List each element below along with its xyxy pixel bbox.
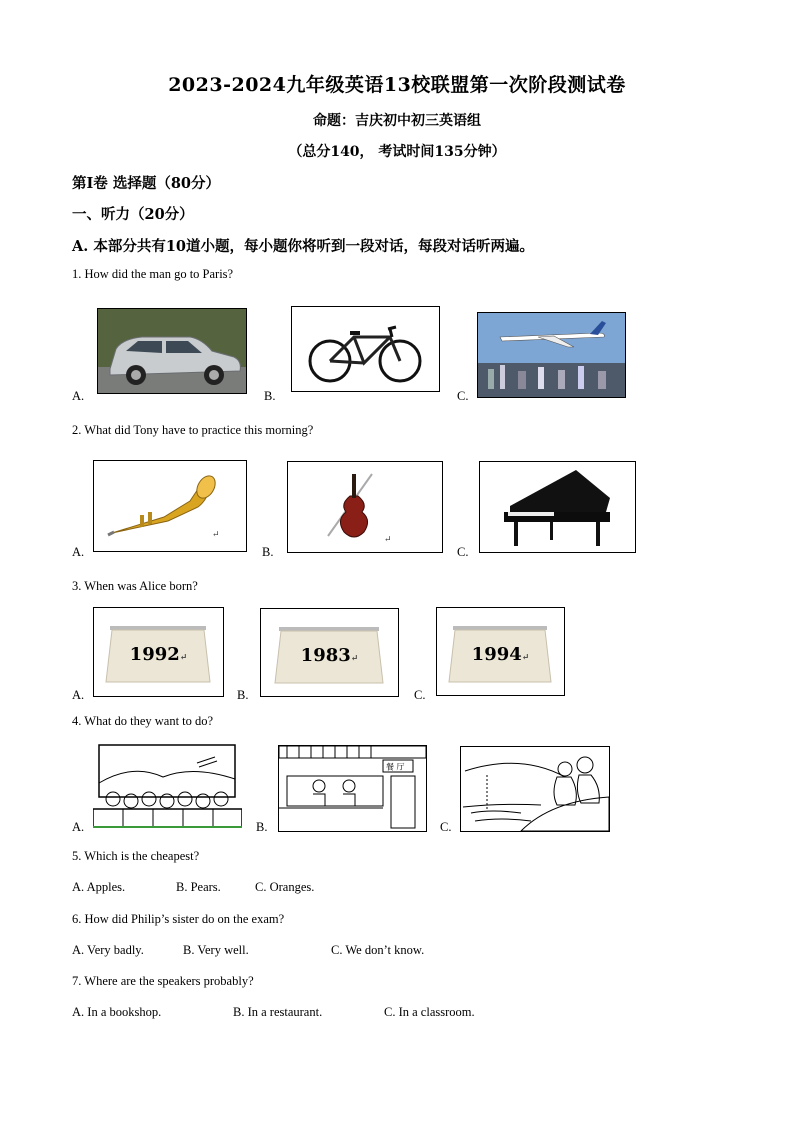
- option-b: B. In a restaurant.: [233, 1005, 323, 1019]
- instruction: A. 本部分共有10道小题，每小题你将听到一段对话，每段对话听两遍。: [72, 238, 535, 255]
- part-heading: 一、听力（20分）: [72, 206, 194, 223]
- bicycle-image: [291, 306, 440, 392]
- score-and-time: （总分140， 考试时间135分钟）: [288, 144, 506, 160]
- return-mark: ↵: [350, 654, 359, 664]
- piano-image: [479, 461, 636, 553]
- calendar-image: [436, 607, 565, 696]
- option-c: C. We don’t know.: [331, 943, 425, 957]
- restaurant-image: [278, 745, 427, 832]
- return-mark: ↵: [212, 530, 220, 540]
- car-image: [97, 308, 247, 394]
- option-a: A. Very badly.: [72, 943, 144, 957]
- option-label: B.: [256, 820, 268, 834]
- page-title: 2023-2024九年级英语13校联盟第一次阶段测试卷: [168, 74, 626, 96]
- volume-heading: 第I卷 选择题（80分）: [72, 175, 221, 192]
- calendar-image: [93, 607, 224, 697]
- airplane-image: [477, 312, 626, 398]
- cinema-image: [93, 743, 242, 829]
- option-label: A.: [72, 545, 85, 559]
- option-label: B.: [264, 389, 276, 403]
- calendar-year: 1983: [300, 645, 351, 666]
- option-label: C.: [414, 688, 426, 702]
- option-a: A. Apples.: [72, 880, 126, 894]
- option-label: C.: [457, 389, 469, 403]
- calendar-year: 1992: [129, 644, 180, 665]
- exam-setter: 命题：吉庆初中初三英语组: [313, 113, 481, 129]
- option-c: C. In a classroom.: [384, 1005, 475, 1019]
- trumpet-image: [93, 460, 247, 552]
- option-label: C.: [457, 545, 469, 559]
- option-label: B.: [237, 688, 249, 702]
- calendar-image: [260, 608, 399, 697]
- question-3: 3. When was Alice born?: [72, 579, 198, 593]
- return-mark: ↵: [384, 535, 392, 545]
- option-a: A. In a bookshop.: [72, 1005, 162, 1019]
- option-label: C.: [440, 820, 452, 834]
- question-7: 7. Where are the speakers probably?: [72, 974, 254, 988]
- restaurant-sign: 餐 厅: [386, 762, 405, 772]
- fishing-image: [460, 746, 610, 832]
- option-c: C. Oranges.: [255, 880, 315, 894]
- question-1: 1. How did the man go to Paris?: [72, 267, 234, 281]
- option-b: B. Very well.: [183, 943, 249, 957]
- question-4: 4. What do they want to do?: [72, 714, 214, 728]
- question-6: 6. How did Philip’s sister do on the exam?: [72, 912, 285, 926]
- calendar-year: 1994: [471, 644, 522, 665]
- violin-image: [287, 461, 443, 553]
- option-label: A.: [72, 688, 85, 702]
- option-label: B.: [262, 545, 274, 559]
- option-b: B. Pears.: [176, 880, 221, 894]
- return-mark: ↵: [521, 653, 530, 663]
- question-5: 5. Which is the cheapest?: [72, 849, 200, 863]
- return-mark: ↵: [179, 653, 188, 663]
- option-label: A.: [72, 389, 85, 403]
- option-label: A.: [72, 820, 85, 834]
- question-2: 2. What did Tony have to practice this morning?: [72, 423, 314, 437]
